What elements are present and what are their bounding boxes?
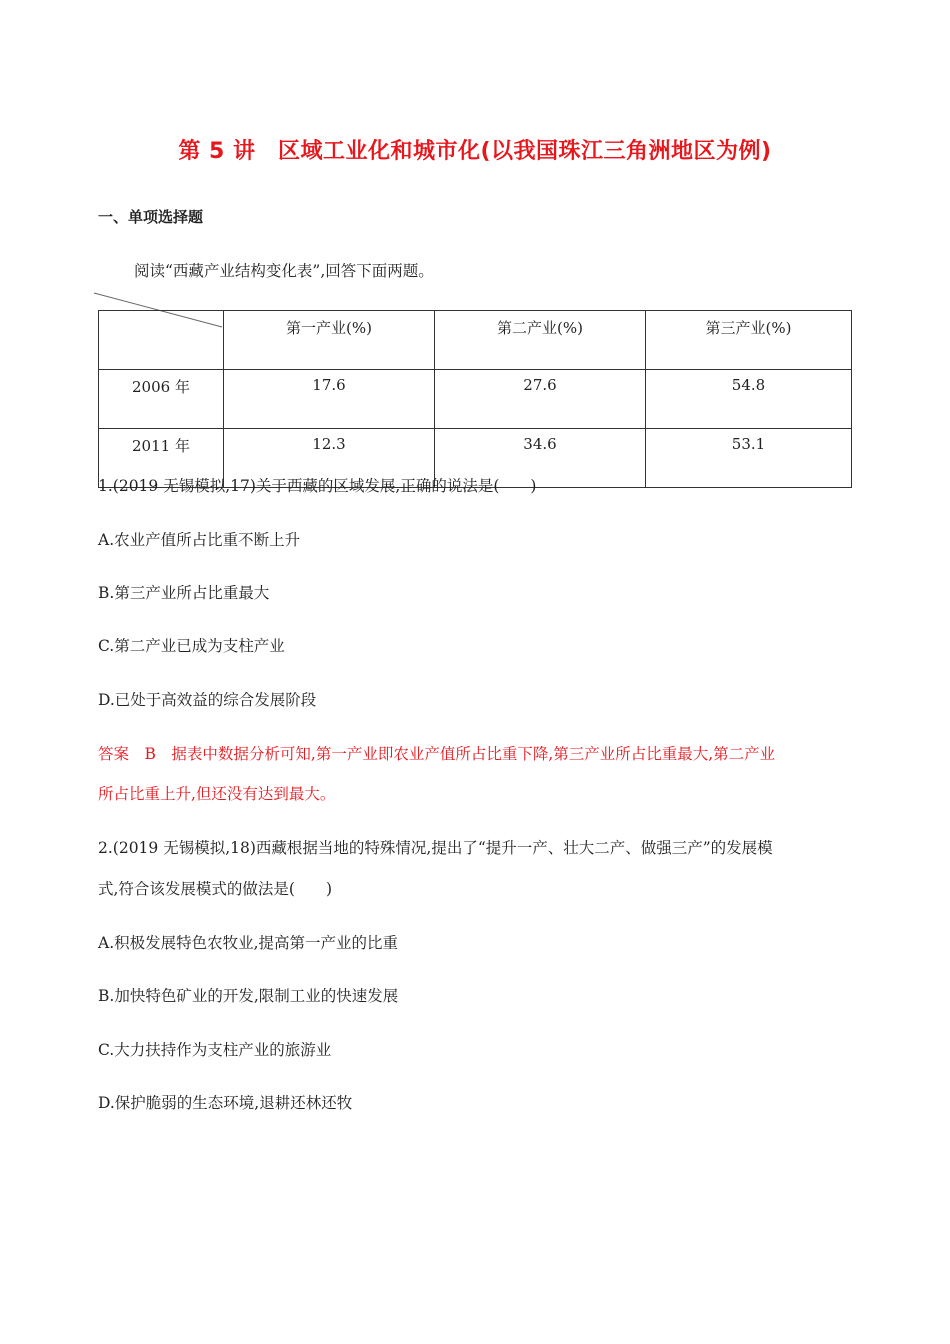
table-header-cell: 第二产业(%)	[435, 311, 646, 370]
table-cell: 53.1	[646, 429, 852, 488]
table-corner-cell	[99, 311, 224, 370]
table-cell: 2011 年	[99, 429, 224, 488]
table-row	[99, 370, 852, 429]
question-1-option-b: B.第三产业所占比重最大	[98, 584, 270, 602]
table-cell: 27.6	[435, 370, 646, 429]
question-2-option-b: B.加快特色矿业的开发,限制工业的快速发展	[98, 987, 399, 1005]
question-2-option-a: A.积极发展特色农牧业,提高第一产业的比重	[98, 934, 399, 952]
page-title: 第 5 讲 区域工业化和城市化(以我国珠江三角洲地区为例)	[178, 139, 772, 164]
question-2-stem: 2.(2019 无锡模拟,18)西藏根据当地的特殊情况,提出了“提升一产、壮大二产、做强三产”的发展模	[98, 839, 773, 857]
question-2-option-c: C.大力扶持作为支柱产业的旅游业	[98, 1041, 332, 1059]
question-2-option-d: D.保护脆弱的生态环境,退耕还林还牧	[98, 1094, 353, 1112]
question-1-answer: 答案 B 据表中数据分析可知,第一产业即农业产值所占比重下降,第三产业所占比重最大,第二产业	[98, 745, 776, 763]
table-header-row	[99, 311, 852, 370]
table-cell: 17.6	[224, 370, 435, 429]
industry-structure-table	[98, 310, 852, 488]
table-cell: 34.6	[435, 429, 646, 488]
question-1-option-c: C.第二产业已成为支柱产业	[98, 637, 285, 655]
table-cell: 12.3	[224, 429, 435, 488]
table-header-cell: 第三产业(%)	[646, 311, 852, 370]
table-cell: 54.8	[646, 370, 852, 429]
question-2-stem-continued: 式,符合该发展模式的做法是( )	[98, 880, 333, 898]
question-1-option-d: D.已处于高效益的综合发展阶段	[98, 691, 317, 709]
question-1-option-a: A.农业产值所占比重不断上升	[98, 531, 301, 549]
reading-intro: 阅读“西藏产业结构变化表”,回答下面两题。	[134, 262, 434, 280]
table-cell: 2006 年	[99, 370, 224, 429]
question-1-answer-continued: 所占比重上升,但还没有达到最大。	[98, 785, 336, 803]
question-1-stem: 1.(2019 无锡模拟,17)关于西藏的区域发展,正确的说法是( )	[98, 477, 537, 495]
section-heading: 一、单项选择题	[98, 208, 204, 226]
table-header-cell: 第一产业(%)	[224, 311, 435, 370]
